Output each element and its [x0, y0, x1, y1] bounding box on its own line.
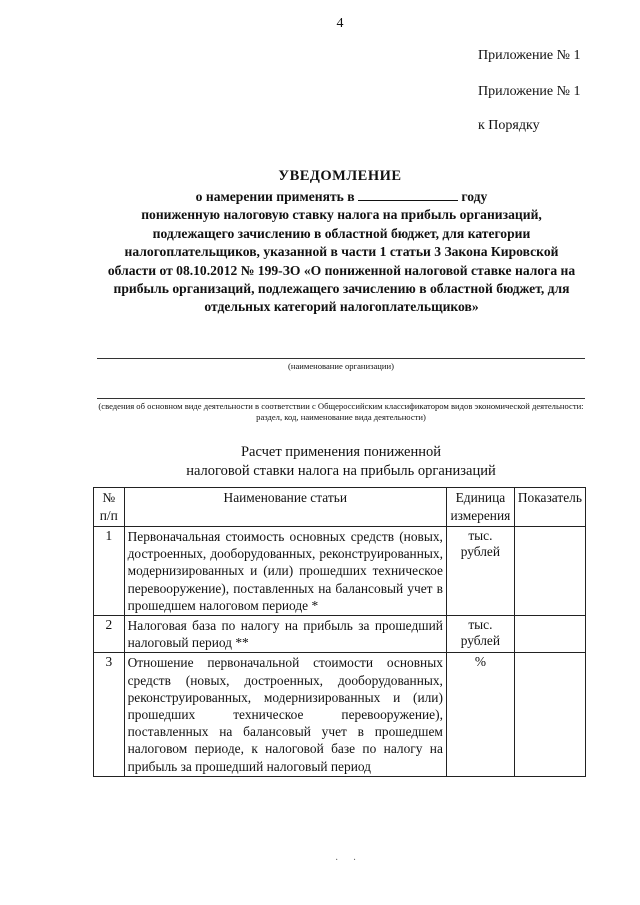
- row-unit: тыс. рублей: [446, 527, 514, 616]
- calculation-title-line-1: Расчет применения пониженной: [240, 444, 442, 460]
- notice-subtitle: [100, 188, 583, 317]
- row-name: Первоначальная стоимость основных средств (новых, достроенных, дооборудованных, реконструированных, модернизированных и (или) прошедших техническое перевооружение), поставленных на балансовый учет в прошедшем налоговом периоде *: [124, 527, 446, 616]
- row-value[interactable]: [514, 527, 585, 616]
- row-name: Отношение первоначальной стоимости основных средств (новых, достроенных, дооборудованных, реконструированных, модернизированных и (или) прошедших техническое перевооружение), поставленных на балансовый учет в прошедшем налоговом периоде, к налоговой базе по налогу на прибыль за прошедший налоговый период: [124, 653, 446, 776]
- calculation-table: [93, 487, 586, 777]
- year-blank: [358, 189, 458, 201]
- notice-title: УВЕДОМЛЕНИЕ: [278, 168, 402, 184]
- appendix-line-2: Приложение № 1: [478, 84, 581, 99]
- row-value[interactable]: [514, 653, 585, 776]
- org-name-caption: (наименование организации): [288, 361, 394, 371]
- row-name: Налоговая база по налогу на прибыль за прошедший налоговый период **: [124, 616, 446, 653]
- subtitle-before-blank: о намерении применять в: [195, 189, 355, 204]
- row-num: 3: [94, 653, 125, 776]
- header-value: Показатель: [514, 488, 585, 527]
- row-unit: тыс. рублей: [446, 616, 514, 653]
- subtitle-after-blank: году: [461, 189, 488, 204]
- appendix-line-1: Приложение № 1: [478, 48, 581, 63]
- header-name: Наименование статьи: [124, 488, 446, 527]
- table-row: [94, 653, 586, 776]
- activity-caption: (сведения об основном виде деятельности в соответствии с Общероссийским классификатором видов экономической деятельности: раздел, код, наименование вида деятельности): [98, 401, 584, 422]
- row-value[interactable]: [514, 616, 585, 653]
- table-header-row: [94, 488, 586, 527]
- org-name-line: [97, 358, 585, 359]
- header-num: № п/п: [94, 488, 125, 527]
- appendix-line-3: к Порядку: [478, 118, 540, 133]
- row-num: 2: [94, 616, 125, 653]
- page-number: 4: [336, 16, 344, 31]
- table-row: [94, 527, 586, 616]
- table-row: [94, 616, 586, 653]
- header-unit: Единица измерения: [446, 488, 514, 527]
- row-unit: %: [446, 653, 514, 776]
- calculation-title-line-2: налоговой ставки налога на прибыль организаций: [186, 463, 496, 479]
- calculation-title: [97, 443, 585, 481]
- activity-line: [97, 398, 585, 399]
- subtitle-rest: пониженную налоговую ставку налога на прибыль организаций, подлежащего зачислению в областной бюджет, для категории налогоплательщиков, указанной в части 1 статьи 3 Закона Кировской области от 08.10.2012 № 199-ЗО «О пониженной налоговой ставке налога на прибыль организаций, подлежащего зачислению в областной бюджет, для отдельных категорий налогоплательщиков»: [107, 207, 576, 315]
- scan-speck: · ·: [335, 855, 363, 866]
- row-num: 1: [94, 527, 125, 616]
